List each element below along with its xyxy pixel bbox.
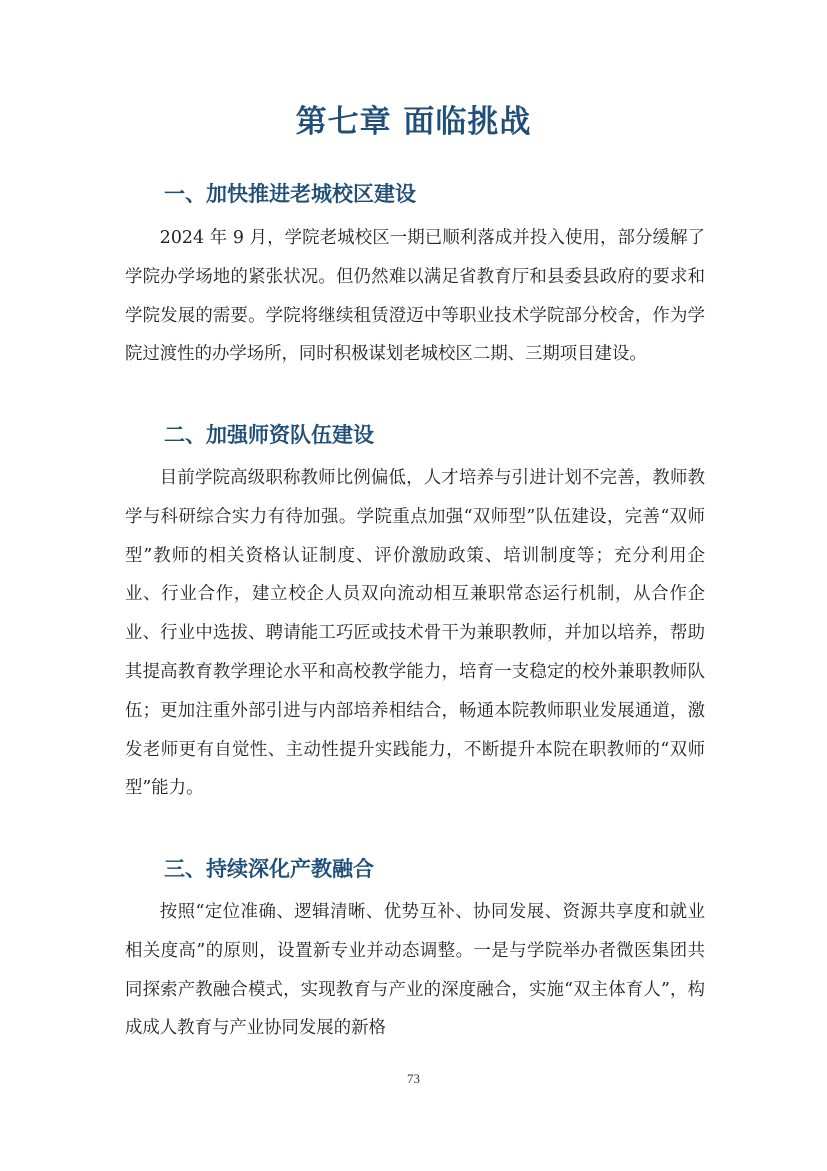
section-paragraph-2: 目前学院高级职称教师比例偏低，人才培养与引进计划不完善，教师教学与科研综合实力有待加强。学院重点加强“双师型”队伍建设，完善“双师型”教师的相关资格认证制度、评价激励政策、培训制度等；充分利用企业、行业合作，建立校企人员双向流动相互兼职常态运行机制，从合作企业、行业中选拔、聘请能工巧匠或技术骨干为兼职教师，并加以培养，帮助其提高教育教学理论水平和高校教学能力，培育一支稳定的校外兼职教师队伍；更加注重外部引进与内部培养相结合，畅通本院教师职业发展通道，激发老师更有自觉性、主动性提升实践能力，不断提升本院在职教师的“双师型”能力。: [125, 468, 705, 799]
chapter-title: 第七章 面临挑战: [295, 104, 532, 140]
section-heading-1: 一、加快推进老城校区建设: [164, 182, 416, 206]
section-paragraph-3: 按照“定位准确、逻辑清晰、优势互补、协同发展、资源共享度和就业相关度高”的原则，设置新专业并动态调整。一是与学院举办者微医集团共同探索产教融合模式，实现教育与产业的深度融合，实施“双主体育人”，构成成人教育与产业协同发展的新格: [125, 902, 705, 1039]
section-heading-2: 二、加强师资队伍建设: [164, 423, 374, 447]
section-paragraph-1: 2024 年 9 月，学院老城校区一期已顺利落成并投入使用，部分缓解了学院办学场地的紧张状况。但仍然难以满足省教育厅和县委县政府的要求和学院发展的需要。学院将继续租赁澄迈中等职业技术学院部分校舍，作为学院过渡性的办学场所，同时积极谋划老城校区二期、三期项目建设。: [125, 228, 705, 365]
section-heading-3: 三、持续深化产教融合: [164, 857, 374, 881]
page-number: 73: [407, 1071, 420, 1086]
